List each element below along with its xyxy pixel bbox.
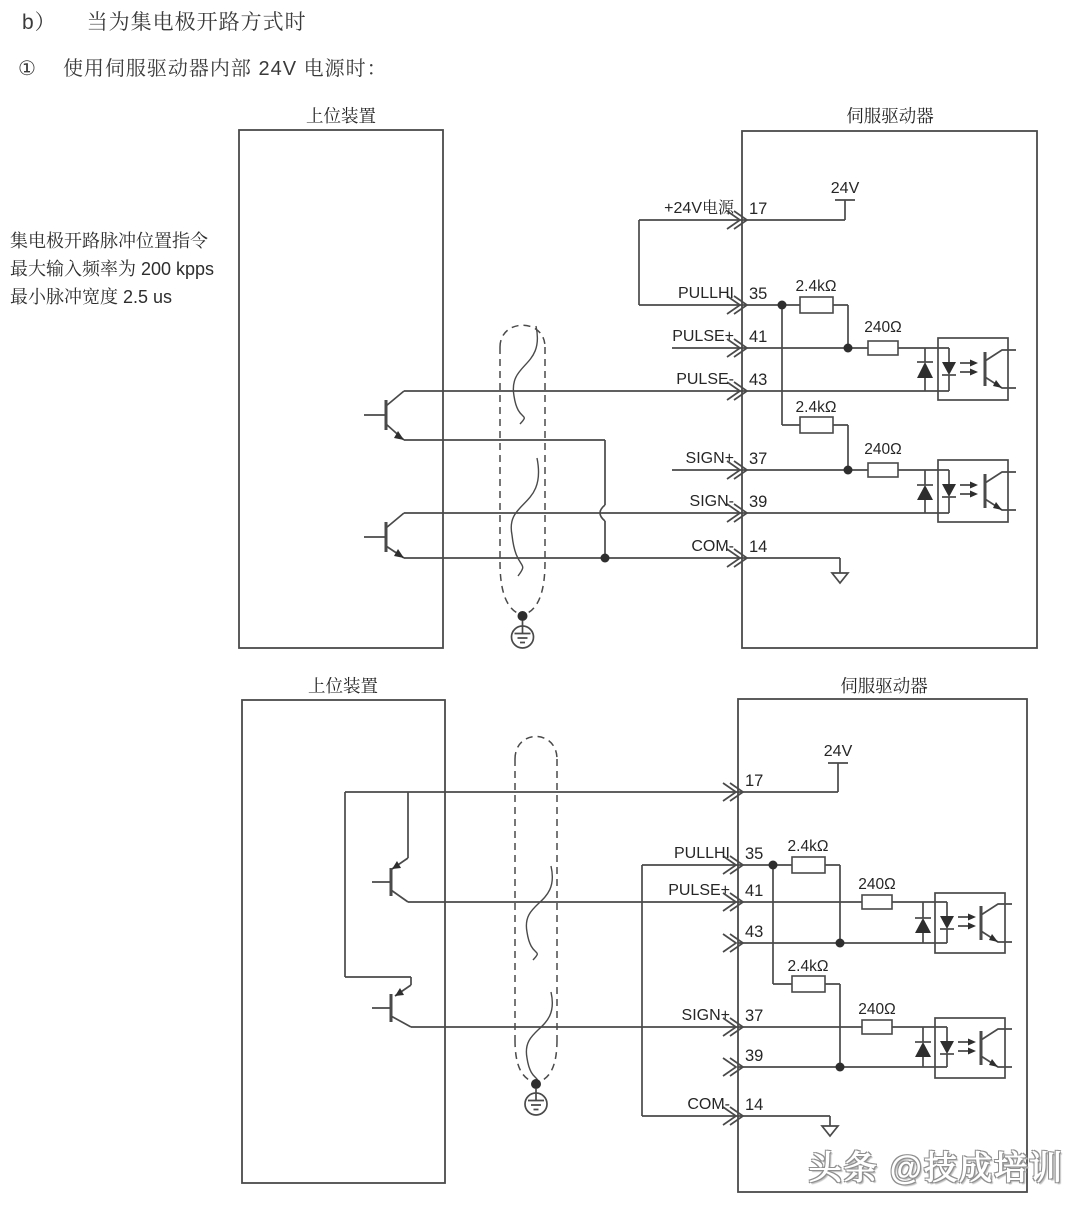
d2-host-title: 上位装置	[308, 676, 378, 696]
d1-junction-dot	[601, 554, 610, 563]
d1-pin-number-37: 37	[749, 450, 768, 468]
d2-pin-number-39: 39	[745, 1047, 764, 1065]
heading-1-marker: ①	[18, 58, 37, 80]
d1-pin-number-43: 43	[749, 371, 768, 389]
d1-signal-label-sign-minus: SIGN-	[689, 493, 734, 510]
d2-signal-label-pulse-plus: PULSE+	[668, 882, 730, 899]
d1-pin-number-41: 41	[749, 328, 768, 346]
diagram-1	[239, 106, 1037, 648]
diagram-2	[242, 676, 1027, 1192]
d1-signal-label-24v: +24V电源	[664, 200, 734, 217]
d1-signal-label-pulse-minus: PULSE-	[676, 371, 734, 388]
d1-pin-number-17: 17	[749, 200, 768, 218]
d2-signal-label-pullhi: PULLHI	[673, 845, 730, 862]
d1-signal-label-sign-plus: SIGN+	[685, 450, 734, 467]
note-line-3: 最小脉冲宽度 2.5 us	[10, 287, 173, 307]
d2-shield-junction-dot	[531, 1079, 541, 1089]
d2-pin-number-17: 17	[745, 772, 764, 790]
d1-pin-number-35: 35	[749, 285, 768, 303]
d2-signal-ground-icon	[822, 1126, 838, 1136]
d2-pin-number-41: 41	[745, 882, 764, 900]
d1-host-title: 上位装置	[306, 106, 376, 126]
d2-junction-dot	[836, 939, 845, 948]
d1-shield-junction-dot	[518, 611, 528, 621]
d2-pin-number-43: 43	[745, 923, 764, 941]
note-line-2: 最大输入频率为 200 kpps	[10, 259, 215, 279]
d1-servo-wires	[742, 200, 949, 573]
d1-pin-number-14: 14	[749, 538, 768, 556]
d2-diode-2-icon	[915, 1042, 931, 1057]
d2-cable-shield-icon	[515, 737, 557, 1083]
watermark: 头条 @技成培训	[808, 1149, 1064, 1186]
d1-signal-label-pullhi: PULLHI	[677, 285, 734, 302]
d1-series-resistor-2	[868, 463, 898, 477]
d1-diode-2-icon	[917, 485, 933, 500]
d2-transistor-1-icon	[372, 858, 408, 902]
d1-signal-label-com: COM-	[691, 538, 734, 555]
d2-series-value-1: 240Ω	[858, 876, 896, 893]
d1-diode-1-icon	[917, 362, 933, 378]
d1-junction-dot	[778, 301, 787, 310]
d2-pin-number-14: 14	[745, 1096, 764, 1114]
d1-series-value-1: 240Ω	[864, 319, 902, 336]
heading-b-text: 当为集电极开路方式时	[86, 11, 307, 34]
d1-junction-dot	[844, 344, 853, 353]
d2-series-resistor-2	[862, 1020, 892, 1034]
d1-pullup-value-1: 2.4kΩ	[795, 278, 837, 295]
heading-1-text: 使用伺服驱动器内部 24V 电源时：	[62, 58, 388, 80]
d1-pin-number-39: 39	[749, 493, 768, 511]
d2-pullup-value-1: 2.4kΩ	[787, 838, 829, 855]
d1-pullup-resistor-2	[800, 417, 833, 433]
d1-earth-ground-icon	[512, 621, 534, 648]
d1-series-resistor-1	[868, 341, 898, 355]
d2-diode-1-icon	[915, 918, 931, 933]
d2-host-wires	[345, 792, 738, 1116]
d2-pin-number-35: 35	[745, 845, 764, 863]
d2-twist-2-icon	[526, 992, 552, 1086]
d1-series-value-2: 240Ω	[864, 441, 902, 458]
d2-pullup-resistor-2	[792, 976, 825, 992]
d1-twist-1-icon	[513, 326, 537, 424]
d2-earth-ground-icon	[525, 1089, 547, 1115]
d1-host-device-box	[239, 130, 443, 648]
d2-signal-label-com: COM-	[687, 1096, 730, 1113]
d2-connector-arrows	[723, 783, 743, 1125]
d2-junction-dot	[836, 1063, 845, 1072]
d2-series-resistor-1	[862, 895, 892, 909]
d2-junction-dot	[769, 861, 778, 870]
note-line-1: 集电极开路脉冲位置指令	[10, 231, 208, 251]
heading-b-marker: b）	[22, 11, 57, 34]
d1-signal-label-pulse-plus: PULSE+	[672, 328, 734, 345]
d1-transistor-1-icon	[364, 391, 404, 440]
d2-twist-1-icon	[526, 866, 552, 960]
d2-host-device-box	[242, 700, 445, 1183]
d2-signal-label-sign-plus: SIGN+	[681, 1007, 730, 1024]
d2-servo-title: 伺服驱动器	[840, 676, 928, 696]
d1-servo-title: 伺服驱动器	[846, 106, 934, 126]
d2-pin-number-37: 37	[745, 1007, 764, 1025]
d1-24v-label: 24V	[830, 180, 860, 197]
d1-pullup-value-2: 2.4kΩ	[795, 399, 837, 416]
d1-servo-drive-box	[742, 131, 1037, 648]
d2-transistor-2-icon	[372, 985, 411, 1027]
d1-pullup-resistor-1	[800, 297, 833, 313]
d2-servo-drive-box	[738, 699, 1027, 1192]
d2-pullup-resistor-1	[792, 857, 825, 873]
d2-24v-label: 24V	[823, 743, 853, 760]
d1-junction-dot	[844, 466, 853, 475]
d1-transistor-2-icon	[364, 513, 404, 558]
d1-signal-ground-icon	[832, 573, 848, 583]
d2-series-value-2: 240Ω	[858, 1001, 896, 1018]
d2-pullup-value-2: 2.4kΩ	[787, 958, 829, 975]
